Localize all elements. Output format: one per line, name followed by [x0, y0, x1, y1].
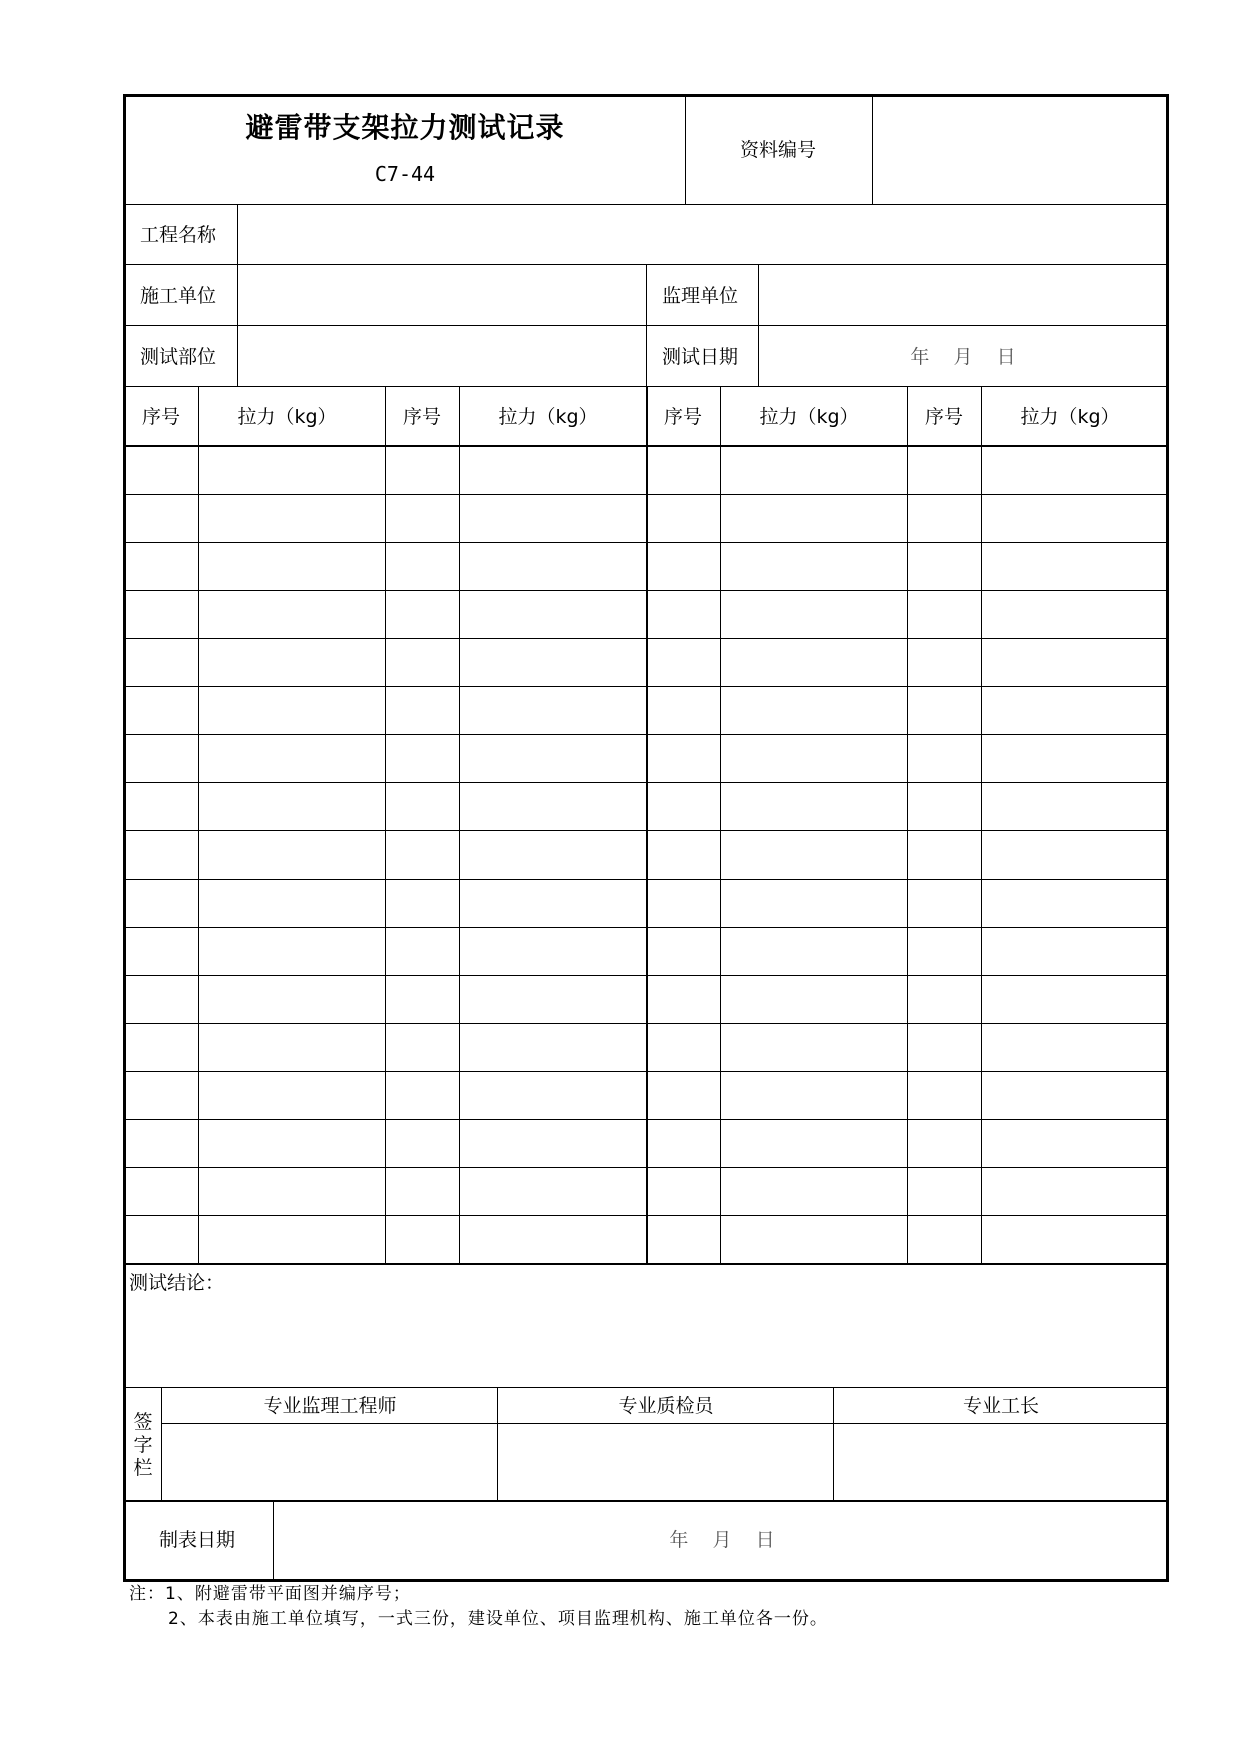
force-cell[interactable] [982, 1216, 1166, 1262]
seq-cell[interactable] [386, 783, 458, 829]
seq-cell[interactable] [126, 1120, 197, 1166]
doc-no-label: 资料编号 [739, 139, 817, 161]
force-cell[interactable] [460, 639, 645, 685]
made-date-label: 制表日期 [159, 1529, 236, 1551]
force-cell[interactable] [199, 687, 384, 733]
force-cell[interactable] [460, 735, 645, 781]
seq-cell[interactable] [908, 591, 980, 637]
seq-cell[interactable] [386, 735, 458, 781]
supervisor-field[interactable] [759, 265, 1166, 324]
force-cell[interactable] [721, 495, 906, 541]
force-cell[interactable] [982, 928, 1166, 974]
force-cell[interactable] [982, 976, 1166, 1022]
force-cell[interactable] [199, 495, 384, 541]
force-cell[interactable] [199, 831, 384, 877]
note-line-2: 2、本表由施工单位填写，一式三份，建设单位、项目监理机构、施工单位各一份。 [168, 1609, 828, 1629]
seq-cell[interactable] [647, 1168, 719, 1214]
force-cell[interactable] [721, 976, 906, 1022]
seq-cell[interactable] [386, 976, 458, 1022]
force-cell[interactable] [460, 543, 645, 589]
force-cell[interactable] [982, 1120, 1166, 1166]
supervisor-label: 监理单位 [662, 285, 739, 307]
seq-cell[interactable] [908, 735, 980, 781]
table-row-line [125, 686, 1167, 687]
table-row-line [125, 1167, 1167, 1168]
table-row-line [125, 542, 1167, 543]
project-name-label: 工程名称 [140, 224, 217, 246]
made-date-placeholder[interactable]: 年 月 日 [669, 1529, 775, 1551]
seq-cell[interactable] [126, 928, 197, 974]
seq-cell[interactable] [908, 783, 980, 829]
force-cell[interactable] [460, 1024, 645, 1070]
force-cell[interactable] [460, 447, 645, 493]
force-cell[interactable] [199, 976, 384, 1022]
force-cell[interactable] [460, 831, 645, 877]
force-cell[interactable] [199, 735, 384, 781]
seq-cell[interactable] [908, 543, 980, 589]
force-cell[interactable] [460, 1216, 645, 1262]
test-date-label: 测试日期 [662, 346, 739, 368]
table-row-line [125, 1215, 1167, 1216]
contractor-field[interactable] [238, 265, 646, 324]
seq-cell[interactable] [126, 1216, 197, 1262]
seq-cell[interactable] [647, 1120, 719, 1166]
col-header-force-3: 拉力（kg） [759, 406, 859, 428]
signature-role-foreman: 专业工长 [962, 1395, 1040, 1417]
seq-cell[interactable] [386, 928, 458, 974]
signature-field-quality-inspector[interactable] [498, 1424, 832, 1499]
force-cell[interactable] [982, 447, 1166, 493]
seq-cell[interactable] [386, 1120, 458, 1166]
conclusion-field[interactable] [125, 1295, 1167, 1387]
force-cell[interactable] [721, 1024, 906, 1070]
force-cell[interactable] [721, 1216, 906, 1262]
force-cell[interactable] [982, 495, 1166, 541]
seq-cell[interactable] [908, 1120, 980, 1166]
force-cell[interactable] [721, 447, 906, 493]
force-cell[interactable] [460, 1168, 645, 1214]
seq-cell[interactable] [386, 495, 458, 541]
seq-cell[interactable] [126, 880, 197, 926]
table-row-line [125, 782, 1167, 783]
col-header-seq-2: 序号 [402, 406, 442, 428]
seq-cell[interactable] [908, 639, 980, 685]
seq-cell[interactable] [647, 543, 719, 589]
seq-cell[interactable] [908, 1168, 980, 1214]
col-header-seq-1: 序号 [141, 406, 181, 428]
seq-cell[interactable] [126, 591, 197, 637]
col-header-force-4: 拉力（kg） [1020, 406, 1120, 428]
seq-cell[interactable] [647, 976, 719, 1022]
conclusion-label: 测试结论： [129, 1272, 225, 1294]
force-cell[interactable] [199, 1024, 384, 1070]
seq-cell[interactable] [647, 880, 719, 926]
seq-cell[interactable] [126, 976, 197, 1022]
seq-cell[interactable] [126, 1024, 197, 1070]
force-cell[interactable] [721, 1120, 906, 1166]
force-cell[interactable] [460, 687, 645, 733]
seq-cell[interactable] [126, 447, 197, 493]
table-bottom-line [125, 1263, 1167, 1265]
seq-cell[interactable] [908, 447, 980, 493]
force-cell[interactable] [199, 1120, 384, 1166]
seq-cell[interactable] [647, 495, 719, 541]
seq-cell[interactable] [647, 928, 719, 974]
force-cell[interactable] [982, 1168, 1166, 1214]
signature-field-supervisor-engineer[interactable] [162, 1424, 496, 1499]
table-row-line [125, 638, 1167, 639]
force-cell[interactable] [199, 1216, 384, 1262]
project-name-field[interactable] [238, 205, 1166, 264]
seq-cell[interactable] [386, 687, 458, 733]
force-cell[interactable] [199, 880, 384, 926]
table-row-line [125, 879, 1167, 880]
seq-cell[interactable] [647, 591, 719, 637]
seq-cell[interactable] [386, 639, 458, 685]
seq-cell[interactable] [126, 639, 197, 685]
force-cell[interactable] [982, 591, 1166, 637]
seq-cell[interactable] [386, 1168, 458, 1214]
seq-cell[interactable] [386, 1216, 458, 1262]
seq-cell[interactable] [126, 1072, 197, 1118]
force-cell[interactable] [199, 447, 384, 493]
seq-cell[interactable] [908, 1216, 980, 1262]
seq-cell[interactable] [126, 495, 197, 541]
table-row-line [125, 494, 1167, 495]
force-cell[interactable] [721, 880, 906, 926]
seq-cell[interactable] [126, 687, 197, 733]
seq-cell[interactable] [386, 831, 458, 877]
seq-cell[interactable] [126, 543, 197, 589]
seq-cell[interactable] [647, 639, 719, 685]
force-cell[interactable] [460, 976, 645, 1022]
force-cell[interactable] [721, 735, 906, 781]
seq-cell[interactable] [386, 880, 458, 926]
force-cell[interactable] [460, 1072, 645, 1118]
seq-cell[interactable] [386, 543, 458, 589]
seq-cell[interactable] [647, 447, 719, 493]
force-cell[interactable] [199, 783, 384, 829]
seq-cell[interactable] [908, 880, 980, 926]
force-cell[interactable] [460, 880, 645, 926]
force-cell[interactable] [460, 1120, 645, 1166]
force-cell[interactable] [199, 639, 384, 685]
force-cell[interactable] [199, 928, 384, 974]
table-row-line [125, 1071, 1167, 1072]
table-row-line [125, 927, 1167, 928]
force-cell[interactable] [982, 1024, 1166, 1070]
seq-cell[interactable] [647, 735, 719, 781]
seq-cell[interactable] [126, 1168, 197, 1214]
contractor-label: 施工单位 [140, 285, 217, 307]
test-location-field[interactable] [238, 326, 646, 386]
seq-cell[interactable] [126, 783, 197, 829]
form-title: 避雷带支架拉力测试记录 [245, 111, 565, 144]
form-code: C7-44 [374, 162, 436, 186]
seq-cell[interactable] [647, 783, 719, 829]
col-header-force-1: 拉力（kg） [237, 406, 337, 428]
force-cell[interactable] [982, 783, 1166, 829]
force-cell[interactable] [199, 543, 384, 589]
seq-cell[interactable] [647, 687, 719, 733]
force-cell[interactable] [721, 1168, 906, 1214]
force-cell[interactable] [721, 831, 906, 877]
force-cell[interactable] [982, 880, 1166, 926]
seq-cell[interactable] [386, 447, 458, 493]
force-cell[interactable] [982, 639, 1166, 685]
seq-cell[interactable] [386, 1024, 458, 1070]
seq-cell[interactable] [386, 1072, 458, 1118]
signature-role-quality-inspector: 专业质检员 [618, 1395, 714, 1417]
seq-cell[interactable] [647, 1216, 719, 1262]
seq-cell[interactable] [647, 1072, 719, 1118]
force-cell[interactable] [982, 1072, 1166, 1118]
force-cell[interactable] [460, 591, 645, 637]
seq-cell[interactable] [908, 1024, 980, 1070]
table-row-line [125, 590, 1167, 591]
table-row-line [125, 1119, 1167, 1120]
force-cell[interactable] [982, 543, 1166, 589]
force-cell[interactable] [460, 495, 645, 541]
force-cell[interactable] [721, 543, 906, 589]
seq-cell[interactable] [647, 831, 719, 877]
signature-field-foreman[interactable] [834, 1424, 1166, 1499]
force-cell[interactable] [721, 783, 906, 829]
seq-cell[interactable] [908, 976, 980, 1022]
col-header-seq-4: 序号 [924, 406, 964, 428]
seq-cell[interactable] [386, 591, 458, 637]
force-cell[interactable] [721, 687, 906, 733]
signature-label: 签字栏 [133, 1411, 153, 1479]
col-header-force-2: 拉力（kg） [498, 406, 598, 428]
seq-cell[interactable] [126, 831, 197, 877]
force-cell[interactable] [982, 735, 1166, 781]
signature-bottom-line [125, 1500, 1167, 1502]
force-cell[interactable] [199, 1168, 384, 1214]
conclusion-bottom-line [125, 1387, 1167, 1388]
force-cell[interactable] [460, 928, 645, 974]
force-cell[interactable] [721, 591, 906, 637]
seq-cell[interactable] [908, 928, 980, 974]
made-date-divider [273, 1500, 274, 1580]
table-row-line [125, 975, 1167, 976]
test-date-placeholder[interactable]: 年 月 日 [910, 346, 1016, 368]
table-row-line [125, 1023, 1167, 1024]
table-row-line [125, 734, 1167, 735]
signature-role-supervisor-engineer: 专业监理工程师 [263, 1395, 397, 1417]
force-cell[interactable] [721, 928, 906, 974]
col-header-seq-3: 序号 [663, 406, 703, 428]
doc-no-field[interactable] [873, 96, 1166, 204]
note-line-1: 注：1、附避雷带平面图并编序号； [129, 1584, 411, 1604]
force-cell[interactable] [982, 831, 1166, 877]
table-row-line [125, 830, 1167, 831]
force-cell[interactable] [721, 1072, 906, 1118]
header-divider-1 [685, 96, 686, 204]
seq-cell[interactable] [126, 735, 197, 781]
force-cell[interactable] [199, 591, 384, 637]
force-cell[interactable] [460, 783, 645, 829]
seq-cell[interactable] [908, 687, 980, 733]
seq-cell[interactable] [908, 1072, 980, 1118]
test-location-label: 测试部位 [140, 346, 217, 368]
force-cell[interactable] [721, 639, 906, 685]
force-cell[interactable] [199, 1072, 384, 1118]
seq-cell[interactable] [647, 1024, 719, 1070]
force-cell[interactable] [982, 687, 1166, 733]
seq-cell[interactable] [908, 495, 980, 541]
seq-cell[interactable] [908, 831, 980, 877]
